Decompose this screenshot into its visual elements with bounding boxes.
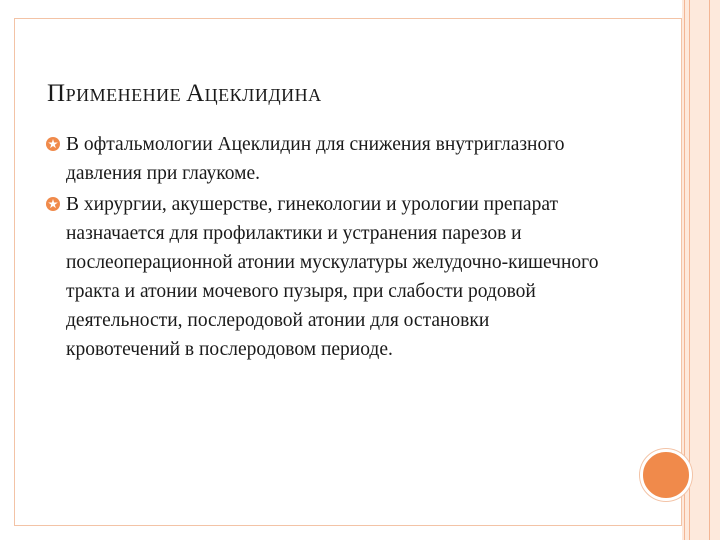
- side-decoration-line: [689, 0, 690, 540]
- bullet-item: [46, 190, 606, 364]
- title-initial-2: А: [186, 80, 205, 107]
- title-part-2: ЦЕКЛИДИНА: [204, 85, 322, 105]
- decorative-circle: [640, 449, 692, 501]
- bullet-text: В хирургии, акушерстве, гинекологии и урологии препарат назначается для профилактики и устранения парезов и послеоперационной атонии мускулатуры желудочно-кишечного тракта и атонии мочевого пузыря, при слабости родовой деятельности, послеродовой атонии для остановки кровотечений в послеродовом периоде.: [66, 194, 599, 360]
- star-bullet-icon: [46, 197, 60, 211]
- side-decoration-band: [682, 0, 720, 540]
- bullet-list: [46, 130, 606, 366]
- star-bullet-icon: [46, 137, 60, 151]
- bullet-text: В офтальмологии Ацеклидин для снижения внутриглазного давления при глаукоме.: [66, 134, 565, 184]
- side-decoration-line: [709, 0, 710, 540]
- title-part-1: РИМЕНЕНИЕ: [65, 85, 187, 105]
- slide-title: [47, 80, 322, 108]
- bullet-item: [46, 130, 606, 188]
- title-initial-1: П: [47, 80, 66, 107]
